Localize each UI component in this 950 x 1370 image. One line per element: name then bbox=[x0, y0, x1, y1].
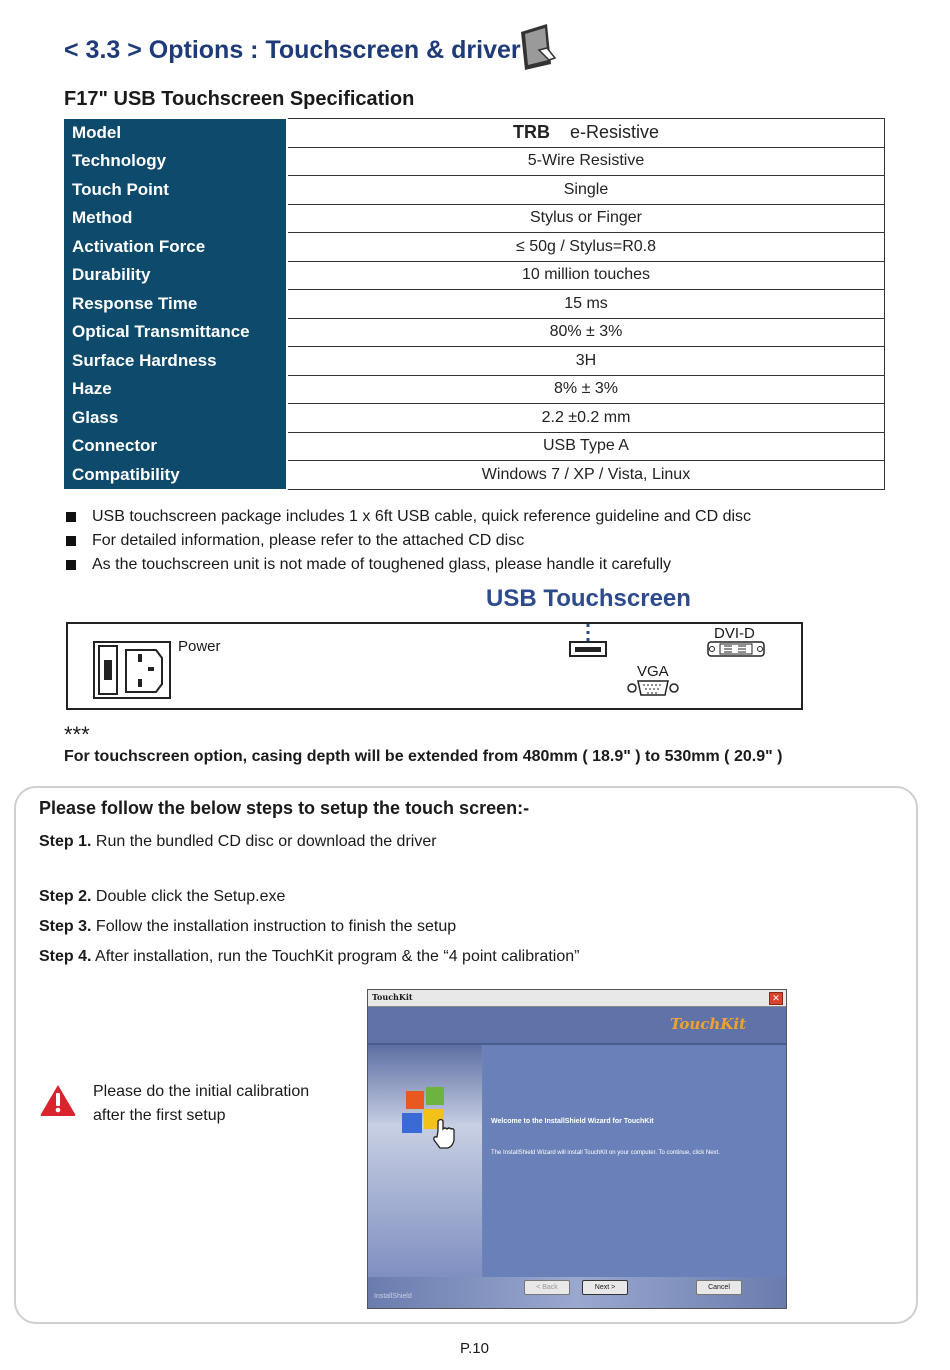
bullet-item: USB touchscreen package includes 1 x 6ft USB cable, quick reference guideline and CD disc bbox=[66, 505, 751, 529]
casing-note: For touchscreen option, casing depth will be extended from 480mm ( 18.9" ) to 530mm ( 20.9" ) bbox=[64, 748, 783, 765]
wizard-welcome: Welcome to the InstallShield Wizard for TouchKit bbox=[491, 1118, 654, 1125]
spec-value: ≤ 50g / Stylus=R0.8 bbox=[288, 233, 885, 262]
usb-port-icon bbox=[570, 624, 606, 656]
spec-value: 5-Wire Resistive bbox=[288, 147, 885, 176]
model-prefix: TRB bbox=[512, 122, 550, 143]
power-label: Power bbox=[178, 638, 221, 655]
steps-heading: Please follow the below steps to setup the touch screen:- bbox=[39, 798, 530, 818]
bullet-item: As the touchscreen unit is not made of toughened glass, please handle it carefully bbox=[66, 553, 751, 577]
spec-key: Optical Transmittance bbox=[64, 318, 286, 347]
wizard-footer bbox=[368, 1277, 786, 1309]
spec-value bbox=[288, 119, 885, 148]
spec-key: Method bbox=[64, 204, 286, 233]
spec-key: Technology bbox=[64, 147, 286, 176]
spec-key: Model bbox=[64, 119, 286, 148]
spec-value: Windows 7 / XP / Vista, Linux bbox=[288, 461, 885, 490]
spec-key: Haze bbox=[64, 375, 286, 404]
wizard-body: The InstallShield Wizard will install TouchKit on your computer. To continue, click Next. bbox=[491, 1150, 720, 1156]
spec-row bbox=[64, 375, 885, 404]
spec-table bbox=[64, 118, 885, 490]
model-value: e-Resistive bbox=[569, 122, 660, 143]
spec-value: USB Type A bbox=[288, 432, 885, 461]
wizard-header bbox=[368, 1007, 786, 1045]
wizard-window-title: TouchKit bbox=[372, 992, 413, 1002]
spec-key: Touch Point bbox=[64, 176, 286, 205]
windows-logo-icon bbox=[396, 1085, 460, 1157]
spec-value: 8% ± 3% bbox=[288, 375, 885, 404]
step-4: Step 4. After installation, run the TouchKit program & the “4 point calibration” bbox=[39, 948, 580, 965]
bullet-list bbox=[66, 505, 751, 577]
spec-value: 2.2 ±0.2 mm bbox=[288, 404, 885, 433]
warning-icon bbox=[39, 1083, 77, 1122]
cancel-button[interactable]: Cancel bbox=[696, 1280, 742, 1295]
step-1: Step 1. Run the bundled CD disc or download the driver bbox=[39, 833, 437, 850]
spec-row bbox=[64, 432, 885, 461]
spec-row bbox=[64, 147, 885, 176]
dvi-label: DVI-D bbox=[714, 625, 755, 642]
spec-value: Single bbox=[288, 176, 885, 205]
spec-row bbox=[64, 318, 885, 347]
wizard-footer-brand: InstallShield bbox=[374, 1293, 412, 1300]
step-2: Step 2. Double click the Setup.exe bbox=[39, 888, 286, 905]
spec-value: 3H bbox=[288, 347, 885, 376]
spec-key: Response Time bbox=[64, 290, 286, 319]
vga-port-icon bbox=[628, 681, 678, 695]
spec-key: Durability bbox=[64, 261, 286, 290]
spec-row bbox=[64, 461, 885, 490]
warning-text: Please do the initial calibration after the first setup bbox=[93, 1083, 310, 1124]
power-socket-icon bbox=[94, 642, 170, 698]
wizard-titlebar bbox=[368, 990, 786, 1007]
spec-value: 10 million touches bbox=[288, 261, 885, 290]
spec-row bbox=[64, 176, 885, 205]
spec-row bbox=[64, 404, 885, 433]
step-3: Step 3. Follow the installation instruction to finish the setup bbox=[39, 918, 457, 935]
spec-key: Glass bbox=[64, 404, 286, 433]
spec-value: Stylus or Finger bbox=[288, 204, 885, 233]
spec-value: 80% ± 3% bbox=[288, 318, 885, 347]
spec-title: F17" USB Touchscreen Specification bbox=[64, 88, 415, 110]
wizard-side-panel bbox=[368, 1045, 482, 1277]
spec-key: Surface Hardness bbox=[64, 347, 286, 376]
note-stars: *** bbox=[64, 722, 90, 747]
wizard-brand: TouchKit bbox=[669, 1015, 746, 1033]
spec-row bbox=[64, 261, 885, 290]
bullet-item: For detailed information, please refer to the attached CD disc bbox=[66, 529, 751, 553]
touchscreen-icon bbox=[517, 22, 559, 77]
spec-row bbox=[64, 233, 885, 262]
spec-row bbox=[64, 204, 885, 233]
dvi-port-icon bbox=[708, 642, 764, 656]
spec-row bbox=[64, 119, 885, 148]
back-button[interactable]: < Back bbox=[524, 1280, 570, 1295]
spec-key: Activation Force bbox=[64, 233, 286, 262]
spec-value: 15 ms bbox=[288, 290, 885, 319]
spec-key: Connector bbox=[64, 432, 286, 461]
page-number: P.10 bbox=[460, 1340, 489, 1357]
rear-panel-diagram bbox=[66, 622, 803, 710]
section-title: < 3.3 > Options : Touchscreen & driver bbox=[64, 36, 521, 64]
usb-diagram-title: USB Touchscreen bbox=[486, 585, 691, 612]
spec-row bbox=[64, 290, 885, 319]
next-button[interactable]: Next > bbox=[582, 1280, 628, 1295]
spec-row bbox=[64, 347, 885, 376]
installer-screenshot bbox=[367, 989, 787, 1309]
spec-key: Compatibility bbox=[64, 461, 286, 490]
vga-label: VGA bbox=[637, 663, 669, 680]
close-icon[interactable]: ✕ bbox=[769, 992, 783, 1005]
wizard-content bbox=[483, 1045, 786, 1277]
